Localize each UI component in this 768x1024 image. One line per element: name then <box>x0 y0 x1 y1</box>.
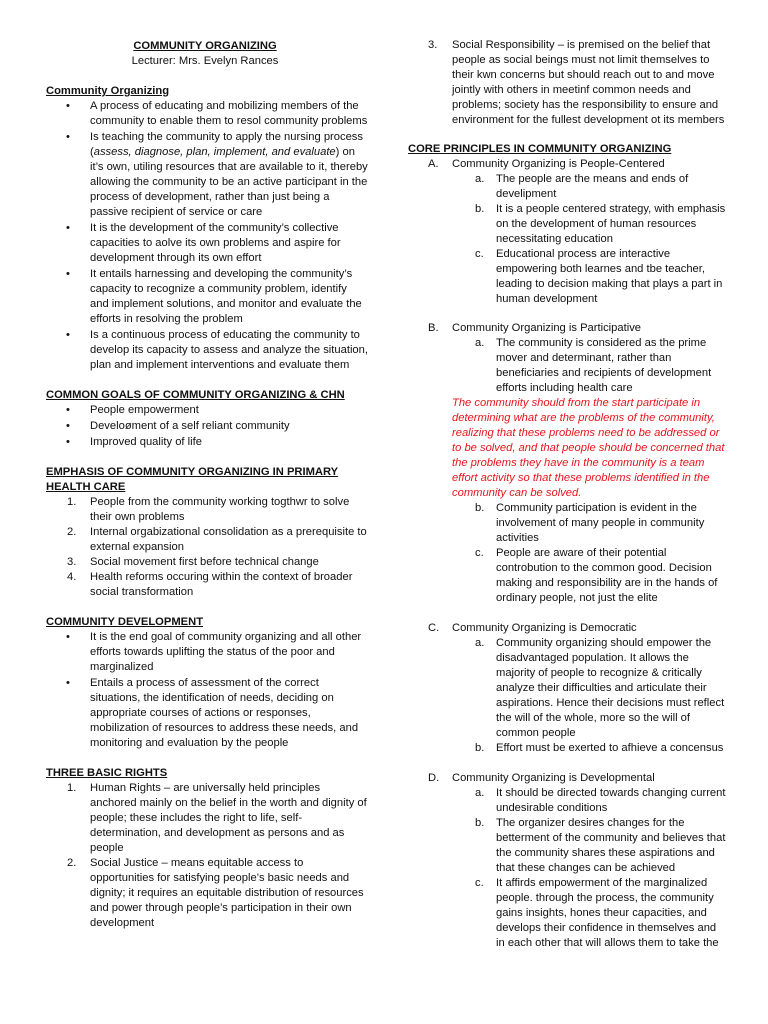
principle-letter: B. <box>428 322 439 334</box>
list-item <box>46 130 368 220</box>
principle-title: Community Organizing is People-Centered <box>452 158 665 170</box>
list-item-text: Social movement first before technical change <box>90 556 319 568</box>
list-item-text: It is a people centered strategy, with emphasis on the development of human resources necessitating education <box>496 203 726 245</box>
list-number: 1. <box>67 496 77 508</box>
list-item-text: The community is considered as the prime mover and determinant, rather than beneficiaries and recipients of development efforts including health care <box>496 337 712 394</box>
list-item: • Is a continuous process of educating the community to develop its capacity to assess and analyze the situation, plan and implement interventions and evaluate them <box>46 328 368 373</box>
principle-d <box>408 771 726 786</box>
principle-a-list <box>408 172 726 307</box>
list-item-text: Social Justice – means equitable access to opportunities for satisfying people’s basic needs and dignity; it requires an equitable distribution of resources and power through people’s participation in their own development <box>90 857 364 929</box>
common-goals-list <box>46 403 368 450</box>
principle-b-list <box>408 336 726 396</box>
principle-b <box>408 321 726 336</box>
nursing-process-steps: assess, diagnose, plan, implement, and evaluate <box>93 146 336 158</box>
principle-letter: D. <box>428 772 440 784</box>
principle-letter: C. <box>428 622 440 634</box>
list-item <box>46 555 368 570</box>
list-item <box>46 856 368 931</box>
list-item-text: Community organizing should empower the disadvantaged population. It allows the majority of people to recognize & critically analyze their difficulties and articulate their aspirations. Hence their decisions must reflect the will of the whole, more so the will of common people <box>496 637 725 739</box>
section-heading-core-principles: CORE PRINCIPLES IN COMMUNITY ORGANIZING <box>408 143 672 155</box>
list-item <box>408 38 726 128</box>
list-item: • It is the end goal of community organizing and all other efforts towards uplifting the status of the poor and marginalized <box>46 630 368 675</box>
left-column <box>46 0 368 931</box>
list-number: 2. <box>67 526 77 538</box>
list-letter: c. <box>475 248 484 260</box>
community-development-list <box>46 630 368 751</box>
list-item: • People empowerment <box>46 403 368 418</box>
list-item <box>408 636 726 741</box>
emphasis-list <box>46 495 368 600</box>
list-item <box>46 525 368 555</box>
list-number: 2. <box>67 857 77 869</box>
list-item <box>408 336 726 396</box>
section-heading-three-basic-rights: THREE BASIC RIGHTS <box>46 767 168 779</box>
list-item-text: Is teaching the community to apply the nursing process ( <box>90 131 363 158</box>
list-letter: a. <box>475 337 485 349</box>
list-item-text: People are aware of their potential controbution to the common good. Decision making and responsibility are in the hands of ordinary people, not just the elite <box>496 547 718 604</box>
list-number: 3. <box>428 39 438 51</box>
principle-letter: A. <box>428 158 439 170</box>
list-letter: b. <box>475 203 485 215</box>
principle-d-list <box>408 786 726 951</box>
list-letter: b. <box>475 817 485 829</box>
list-letter: c. <box>475 547 484 559</box>
section-heading-common-goals: COMMON GOALS OF COMMUNITY ORGANIZING & CHN <box>46 389 345 401</box>
list-item <box>408 741 726 756</box>
section-heading-emphasis: EMPHASIS OF COMMUNITY ORGANIZING IN PRIMARY HEALTH CARE <box>46 466 339 493</box>
list-item <box>408 202 726 247</box>
principle-title: Community Organizing is Participative <box>452 322 642 334</box>
list-item <box>408 172 726 202</box>
lecturer-line: Lecturer: Mrs. Evelyn Rances <box>131 55 279 67</box>
list-item-text: ) on it’s own, utiling resources that are available to it, thereby allowing the community to be an active participant in the process of development, rather than just being a passive recipient of service or care <box>90 146 368 218</box>
list-item <box>408 501 726 546</box>
list-letter: b. <box>475 502 485 514</box>
list-number: 3. <box>67 556 77 568</box>
list-letter: a. <box>475 637 485 649</box>
list-item: • It entails harnessing and developing the community’s capacity to recognize a community problem, identify and implement solutions, and monitor and evaluate the efforts in resolving the problem <box>46 267 368 327</box>
list-item: • Entails a process of assessment of the correct situations, the identification of needs, deciding on appropriate courses of actions or responses, mobilization of resources to address these needs, and monitoring and evaluation by the people <box>46 676 368 751</box>
three-rights-list <box>46 781 368 931</box>
list-item <box>408 876 726 951</box>
list-item-text: The people are the means and ends of develipment <box>496 173 689 200</box>
principle-a <box>408 157 726 172</box>
document-title: COMMUNITY ORGANIZING <box>133 40 277 52</box>
list-number: 4. <box>67 571 77 583</box>
list-item: • A process of educating and mobilizing members of the community to enable them to resol community problems <box>46 99 368 129</box>
handwritten-note: The community should from the start participate in determining what are the problems of the community, realizing that these problems need to be addressed or to be solved, and that people should be concerned that the problems they have in the community is a team effort activity so that these problems identified in the community can be solved. <box>452 397 725 499</box>
list-item-text: Educational process are interactive empowering both learnes and tbe teacher, leading to decision making that plays a part in human development <box>496 248 723 305</box>
list-letter: b. <box>475 742 485 754</box>
list-item <box>408 786 726 816</box>
list-item-text: Human Rights – are universally held principles anchored mainly on the belief in the worth and dignity of people; these includes the right to life, self-determination, and development as persons and as people <box>90 782 367 854</box>
list-item-text: The organizer desires changes for the betterment of the community and believes that the community shares these aspirations and that these changes can be achieved <box>496 817 726 874</box>
list-item: • Develoøment of a self reliant community <box>46 419 368 434</box>
list-item-text: Community participation is evident in the involvement of many people in community activities <box>496 502 705 544</box>
list-letter: c. <box>475 877 484 889</box>
community-organizing-list <box>46 99 368 373</box>
list-item: • Improved quality of life <box>46 435 368 450</box>
list-number: 1. <box>67 782 77 794</box>
list-letter: a. <box>475 173 485 185</box>
list-item <box>46 570 368 600</box>
list-item-text: It affirds empowerment of the marginalized people. through the process, the community gains insights, hones theur capacities, and develops their confidence in themselves and in each other that will allows them to take the <box>496 877 719 949</box>
list-item <box>408 816 726 876</box>
list-item-text: It should be directed towards changing current undesirable conditions <box>496 787 726 814</box>
list-item-text: People from the community working togthwr to solve their own problems <box>90 496 350 523</box>
section-heading-community-development: COMMUNITY DEVELOPMENT <box>46 616 204 628</box>
list-item <box>46 495 368 525</box>
right-column <box>408 0 726 951</box>
list-item-text: Internal orgabizational consolidation as a prerequisite to external expansion <box>90 526 367 553</box>
list-item: • It is the development of the community’s collective capacities to aolve its own problems and aspire for development through its own effort <box>46 221 368 266</box>
principle-c <box>408 621 726 636</box>
section-heading-community-organizing: Community Organizing <box>46 85 170 97</box>
list-item-text: Health reforms occuring within the context of broader social transformation <box>90 571 353 598</box>
principle-c-list <box>408 636 726 756</box>
principle-b-list-continued <box>408 501 726 606</box>
principle-title: Community Organizing is Democratic <box>452 622 637 634</box>
list-letter: a. <box>475 787 485 799</box>
list-item <box>46 781 368 856</box>
list-item <box>408 546 726 606</box>
list-item <box>408 247 726 307</box>
list-item-text: Social Responsibility – is premised on the belief that people as social beings must not limit themselves to their kwn concerns but should reach out to and move jointly with others in meetinf common needs and problems; society has the responsibility to ensure and environment for the fullest development ot its members <box>452 39 725 126</box>
principle-title: Community Organizing is Developmental <box>452 772 655 784</box>
list-item-text: Effort must be exerted to afhieve a concensus <box>496 742 724 754</box>
